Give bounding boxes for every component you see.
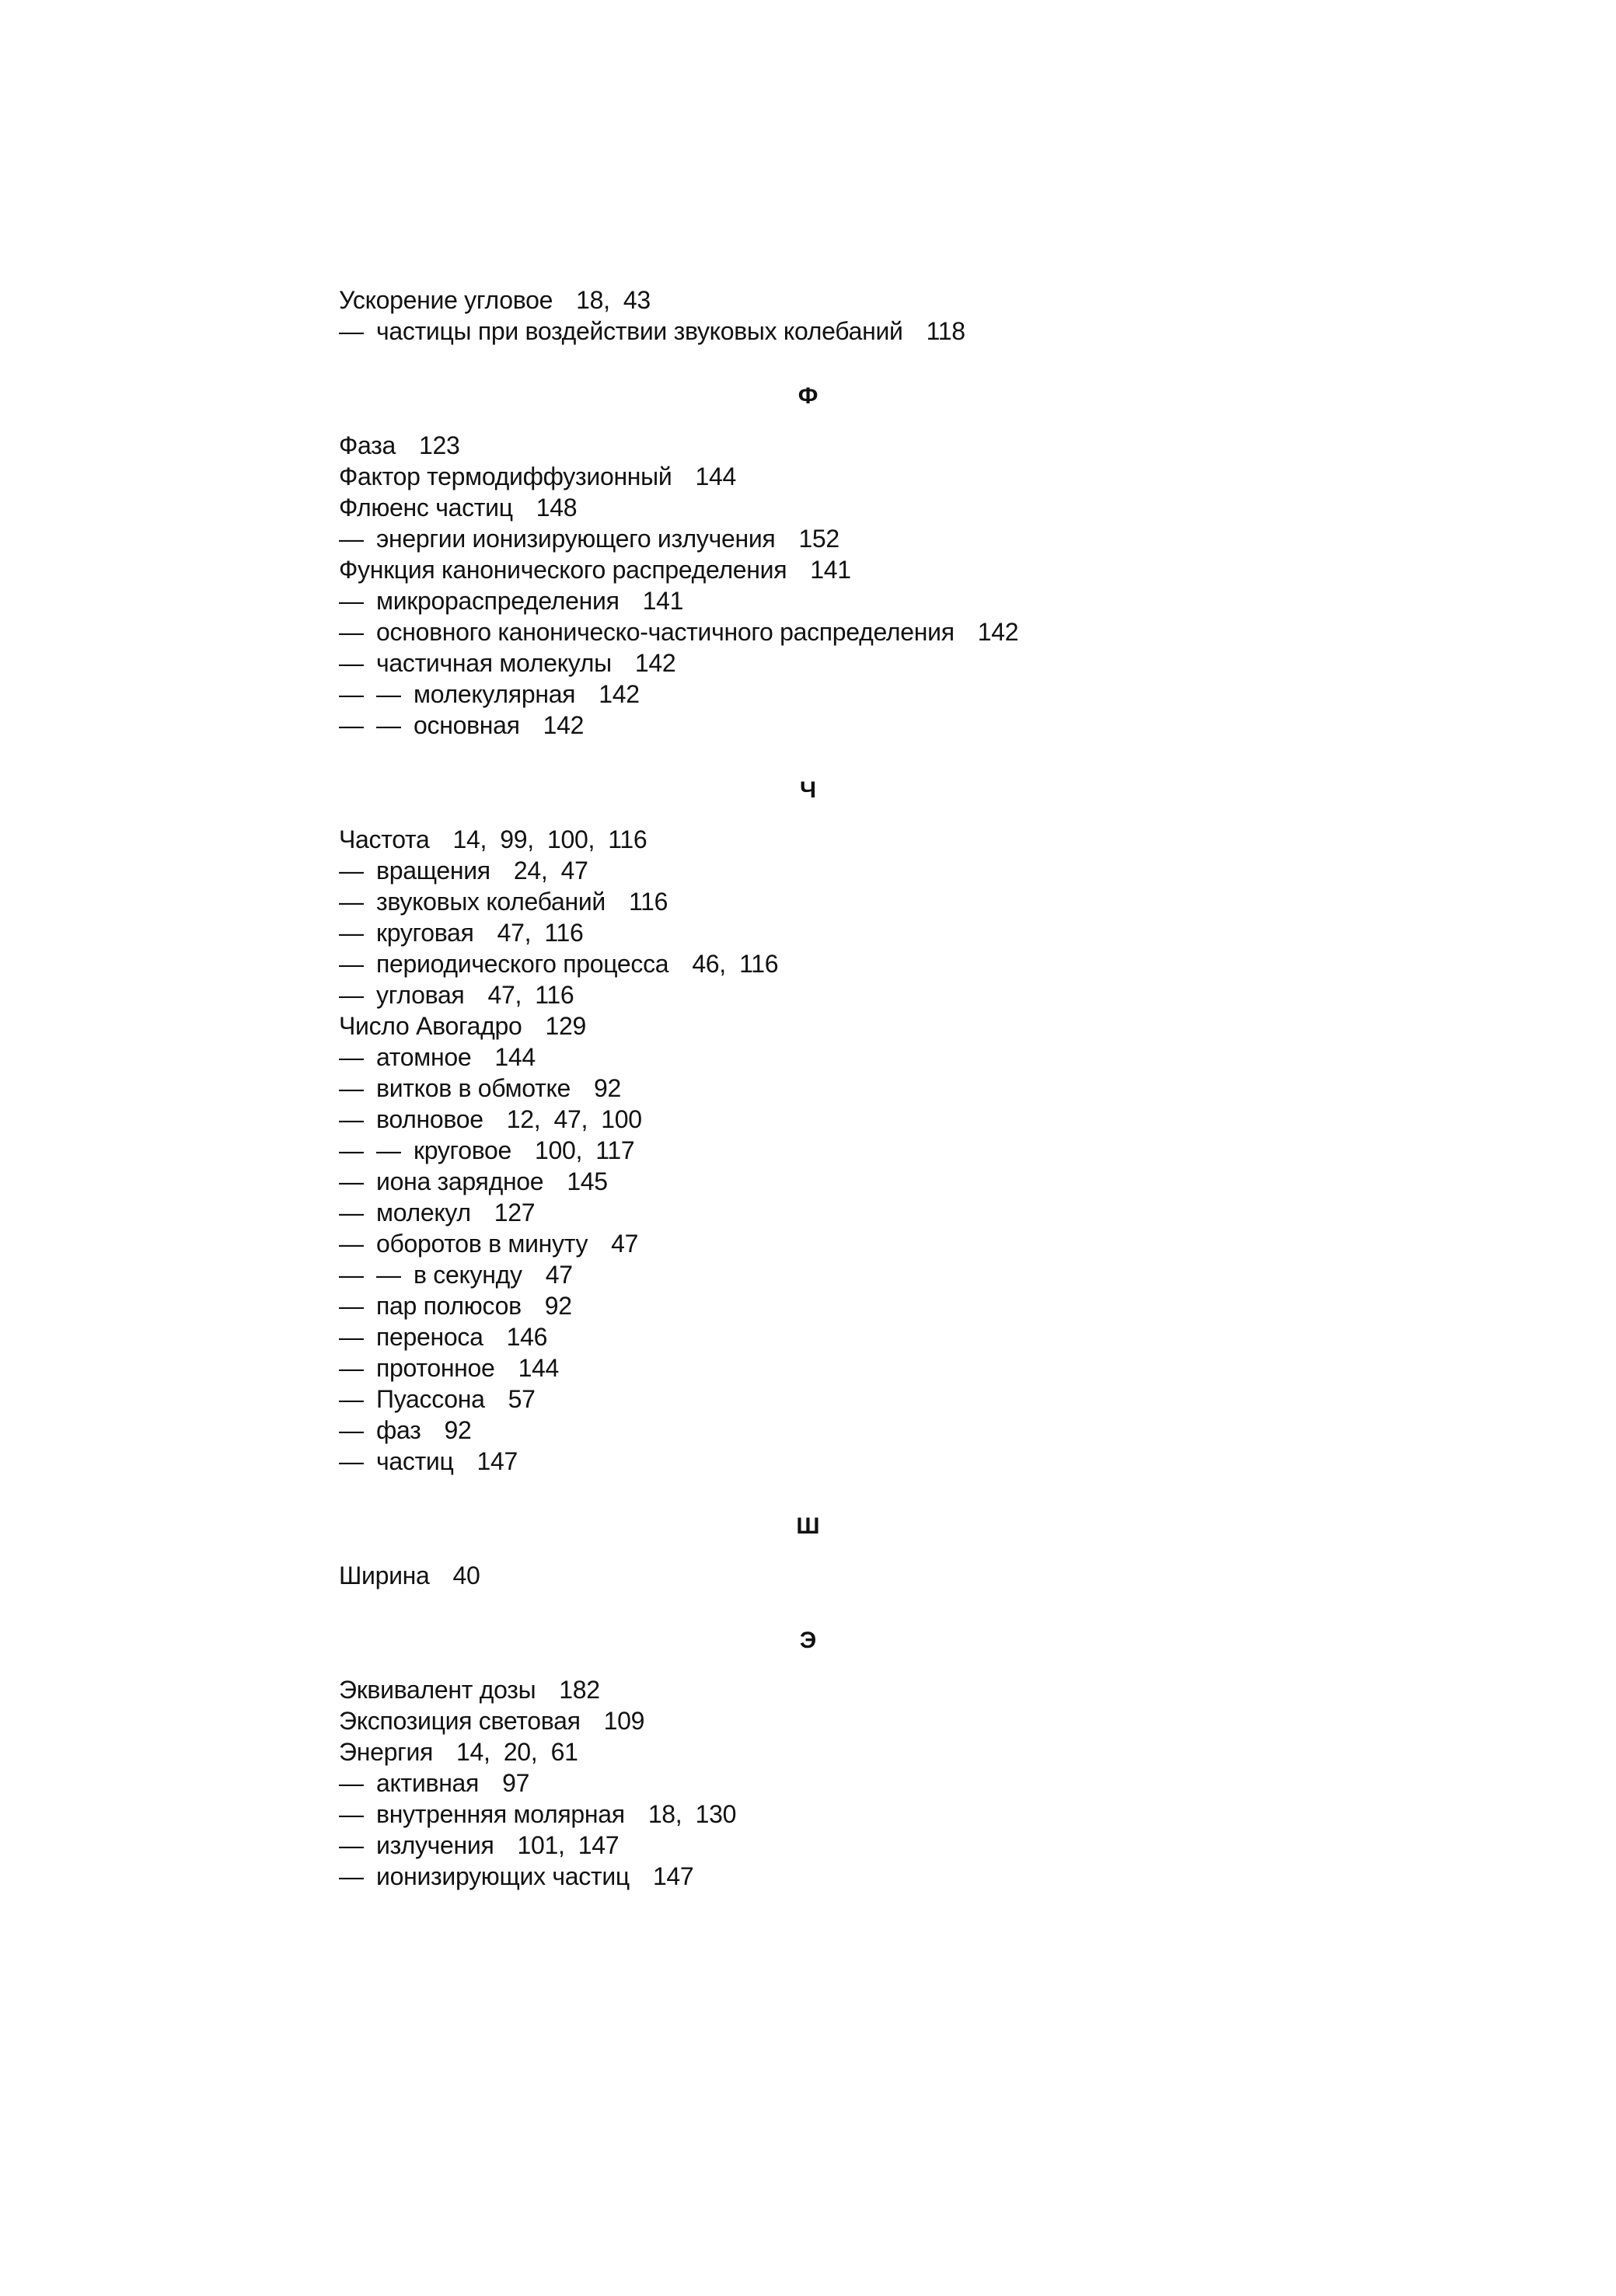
page-references: 47 xyxy=(545,1261,573,1289)
subentry-dash: — xyxy=(339,981,364,1009)
index-term: внутренняя молярная xyxy=(376,1800,625,1828)
subentry-dash: — xyxy=(339,1199,364,1227)
index-term: в секунду xyxy=(414,1261,522,1289)
page-references: 144 xyxy=(695,462,736,490)
index-term: основная xyxy=(414,711,520,739)
page-references: 12, 47, 100 xyxy=(506,1105,642,1133)
index-term: периодического процесса xyxy=(376,950,669,978)
page-references: 47, 116 xyxy=(497,919,584,947)
subentry-dash: — xyxy=(339,1800,364,1828)
index-page xyxy=(339,284,1373,1892)
spacer xyxy=(339,1591,1373,1625)
subentry-dash: — xyxy=(376,1261,401,1289)
section-letter: Ч xyxy=(799,777,817,803)
index-term: Частота xyxy=(339,825,430,853)
spacer xyxy=(339,347,1373,381)
subentry-dash: — xyxy=(339,1354,364,1382)
index-term: круговая xyxy=(376,919,474,947)
spacer xyxy=(339,412,1373,430)
page-references: 57 xyxy=(508,1385,536,1413)
subentry-dash: — xyxy=(339,680,364,708)
index-term: фаз xyxy=(376,1416,421,1444)
subentry-dash: — xyxy=(339,1292,364,1320)
index-entry xyxy=(339,979,1373,1010)
index-term: энергии ионизирующего излучения xyxy=(376,525,776,553)
subentry-dash: — xyxy=(339,618,364,646)
subentry-dash: — xyxy=(339,950,364,978)
subentry-dash: — xyxy=(339,888,364,916)
index-term: Эквивалент дозы xyxy=(339,1676,536,1704)
page-references: 92 xyxy=(444,1416,472,1444)
index-entry xyxy=(339,1290,1373,1321)
subentry-dash: — xyxy=(376,680,401,708)
page-references: 123 xyxy=(419,431,460,459)
index-term: волновое xyxy=(376,1105,483,1133)
page-references: 47, 116 xyxy=(487,981,574,1009)
index-entry xyxy=(339,585,1373,616)
index-entry xyxy=(339,284,1373,316)
index-term: Пуассона xyxy=(376,1385,485,1413)
subentry-dash: — xyxy=(339,1862,364,1890)
index-entry xyxy=(339,1861,1373,1892)
page-references: 141 xyxy=(642,587,684,615)
index-entry xyxy=(339,1446,1373,1477)
page-references: 146 xyxy=(506,1323,548,1351)
index-group xyxy=(339,284,1373,347)
index-term: пар полюсов xyxy=(376,1292,522,1320)
spacer xyxy=(339,1477,1373,1511)
index-entry xyxy=(339,1560,1373,1591)
index-entry xyxy=(339,647,1373,679)
page-references: 142 xyxy=(634,649,676,677)
page-references: 109 xyxy=(603,1707,645,1735)
subentry-dash: — xyxy=(339,649,364,677)
index-term: Ускорение угловое xyxy=(339,286,553,314)
spacer xyxy=(339,741,1373,775)
index-entry xyxy=(339,1104,1373,1135)
subentry-dash: — xyxy=(339,1105,364,1133)
subentry-dash: — xyxy=(339,1136,364,1164)
page-references: 14, 99, 100, 116 xyxy=(452,825,647,853)
page-references: 129 xyxy=(545,1012,587,1040)
index-group xyxy=(339,347,1373,741)
index-term: Число Авогадро xyxy=(339,1012,522,1040)
page-references: 92 xyxy=(544,1292,572,1320)
subentry-dash: — xyxy=(339,919,364,947)
page-references: 145 xyxy=(567,1167,608,1195)
index-entry xyxy=(339,710,1373,741)
index-term: звуковых колебаний xyxy=(376,888,606,916)
page-references: 92 xyxy=(594,1074,621,1102)
subentry-dash: — xyxy=(339,1167,364,1195)
page-references: 118 xyxy=(926,317,965,345)
index-entry xyxy=(339,1042,1373,1073)
index-term: микрораспределения xyxy=(376,587,620,615)
subentry-dash: — xyxy=(376,711,401,739)
page-references: 152 xyxy=(798,525,839,553)
index-term: вращения xyxy=(376,857,490,885)
subentry-dash: — xyxy=(339,1230,364,1258)
index-entry xyxy=(339,1135,1373,1166)
index-term: Ширина xyxy=(339,1561,430,1589)
page-references: 127 xyxy=(494,1199,536,1227)
page-references: 18, 130 xyxy=(647,1800,737,1828)
index-entry xyxy=(339,886,1373,917)
index-entry xyxy=(339,461,1373,492)
index-entry xyxy=(339,1799,1373,1830)
index-term: круговое xyxy=(414,1136,512,1164)
subentry-dash: — xyxy=(339,1769,364,1797)
page-references: 144 xyxy=(494,1043,536,1071)
index-term: оборотов в минуту xyxy=(376,1230,588,1258)
page-references: 100, 117 xyxy=(535,1136,635,1164)
index-entry xyxy=(339,316,1373,347)
index-entry xyxy=(339,824,1373,855)
index-entry xyxy=(339,1384,1373,1415)
index-entry xyxy=(339,917,1373,948)
index-term: Энергия xyxy=(339,1738,434,1766)
page-references: 147 xyxy=(652,1862,694,1890)
index-term: протонное xyxy=(376,1354,495,1382)
section-letter: Ф xyxy=(798,383,818,409)
subentry-dash: — xyxy=(339,1074,364,1102)
index-entry xyxy=(339,492,1373,523)
index-term: ионизирующих частиц xyxy=(376,1862,630,1890)
subentry-dash: — xyxy=(339,711,364,739)
index-entry xyxy=(339,1767,1373,1799)
index-entry xyxy=(339,430,1373,461)
subentry-dash: — xyxy=(339,1416,364,1444)
index-term: активная xyxy=(376,1769,480,1797)
index-term: Функция канонического распределения xyxy=(339,556,787,584)
index-group xyxy=(339,1591,1373,1892)
subentry-dash: — xyxy=(339,1043,364,1071)
page-references: 116 xyxy=(629,888,668,916)
index-term: Флюенс частиц xyxy=(339,494,513,522)
subentry-dash: — xyxy=(339,1831,364,1859)
page-references: 40 xyxy=(452,1561,480,1589)
subentry-dash: — xyxy=(339,1261,364,1289)
subentry-dash: — xyxy=(376,1136,401,1164)
index-term: молекулярная xyxy=(414,680,576,708)
index-entry xyxy=(339,554,1373,585)
subentry-dash: — xyxy=(339,1323,364,1351)
index-entry xyxy=(339,1674,1373,1705)
index-term: переноса xyxy=(376,1323,483,1351)
index-term: частиц xyxy=(376,1447,454,1475)
page-references: 18, 43 xyxy=(576,286,651,314)
index-term: угловая xyxy=(376,981,465,1009)
index-term: витков в обмотке xyxy=(376,1074,571,1102)
page-references: 97 xyxy=(502,1769,530,1797)
subentry-dash: — xyxy=(339,857,364,885)
subentry-dash: — xyxy=(339,1385,364,1413)
index-term: атомное xyxy=(376,1043,472,1071)
section-letter: Ш xyxy=(796,1513,820,1539)
page-references: 142 xyxy=(977,618,1019,646)
section-letter: Э xyxy=(799,1628,817,1653)
index-term: основного каноническо-частичного распределения xyxy=(376,618,955,646)
index-entry xyxy=(339,523,1373,554)
page-references: 141 xyxy=(810,556,851,584)
index-term: иона зарядное xyxy=(376,1167,544,1195)
index-term: Фаза xyxy=(339,431,396,459)
index-entry xyxy=(339,1352,1373,1384)
index-term: частичная молекулы xyxy=(376,649,612,677)
index-entry xyxy=(339,1415,1373,1446)
index-entry xyxy=(339,1705,1373,1736)
index-entry xyxy=(339,1166,1373,1197)
index-term: частицы при воздействии звуковых колебаний xyxy=(376,317,903,345)
page-references: 46, 116 xyxy=(692,950,779,978)
page-references: 144 xyxy=(518,1354,560,1382)
page-references: 147 xyxy=(476,1447,518,1475)
page-references: 182 xyxy=(559,1676,600,1704)
index-entry xyxy=(339,855,1373,886)
index-term: Экспозиция световая xyxy=(339,1707,581,1735)
index-entry xyxy=(339,948,1373,979)
spacer xyxy=(339,1542,1373,1560)
index-entry xyxy=(339,1073,1373,1104)
subentry-dash: — xyxy=(339,525,364,553)
index-entry xyxy=(339,1197,1373,1228)
spacer xyxy=(339,1656,1373,1674)
page-references: 47 xyxy=(611,1230,639,1258)
page-references: 101, 147 xyxy=(517,1831,620,1859)
page-references: 148 xyxy=(536,494,578,522)
index-entry xyxy=(339,1010,1373,1042)
index-group xyxy=(339,1477,1373,1591)
index-entry xyxy=(339,1736,1373,1767)
index-entry xyxy=(339,1830,1373,1861)
page-references: 24, 47 xyxy=(513,857,588,885)
index-group xyxy=(339,741,1373,1477)
index-entry xyxy=(339,616,1373,647)
index-term: молекул xyxy=(376,1199,471,1227)
subentry-dash: — xyxy=(339,587,364,615)
index-entry xyxy=(339,1259,1373,1290)
subentry-dash: — xyxy=(339,317,364,345)
page-references: 142 xyxy=(599,680,640,708)
index-entry xyxy=(339,1228,1373,1259)
page-references: 14, 20, 61 xyxy=(456,1738,578,1766)
index-term: излучения xyxy=(376,1831,494,1859)
spacer xyxy=(339,806,1373,824)
index-entry xyxy=(339,1321,1373,1352)
index-entry xyxy=(339,679,1373,710)
index-term: Фактор термодиффузионный xyxy=(339,462,672,490)
page-references: 142 xyxy=(543,711,585,739)
subentry-dash: — xyxy=(339,1447,364,1475)
